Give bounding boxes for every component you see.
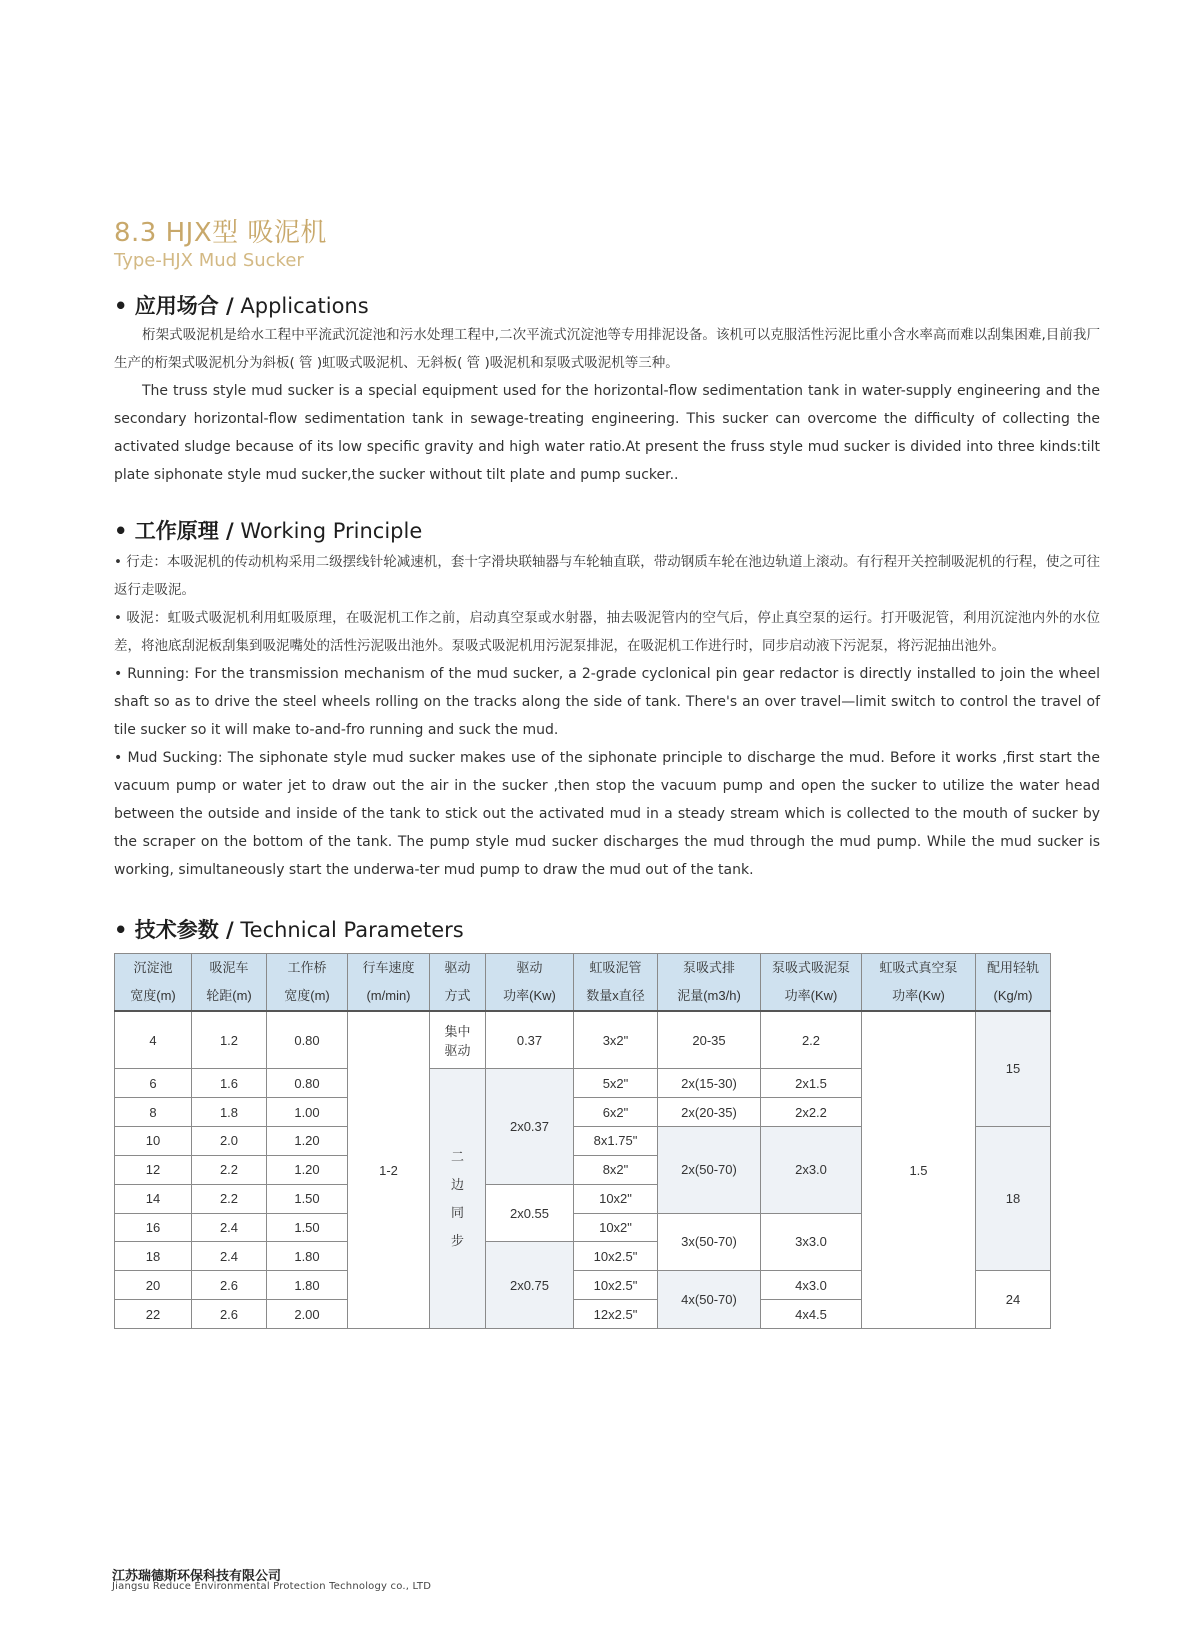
header-vacuum-power: 虹吸式真空泵 功率(Kw)	[862, 954, 976, 1012]
cell-siphon: 5x2"	[574, 1069, 658, 1098]
cell-bridge-width: 1.80	[267, 1242, 348, 1271]
footer-company-cn: 江苏瑞德斯环保科技有限公司	[112, 1569, 282, 1584]
cell-drive-sync: 二 边 同 步	[430, 1069, 486, 1329]
technical-heading	[114, 914, 464, 944]
cell-pump-flow: 3x(50-70)	[658, 1213, 761, 1271]
cell-wheelbase: 1.8	[192, 1098, 267, 1127]
cell-siphon: 8x2"	[574, 1155, 658, 1184]
cell-bridge-width: 0.80	[267, 1011, 348, 1069]
cell-wheelbase: 1.6	[192, 1069, 267, 1098]
cell-tank-width: 16	[115, 1213, 192, 1242]
cell-wheelbase: 2.0	[192, 1126, 267, 1155]
footer-company-en: Jiangsu Reduce Environmental Protection Technology co., LTD	[112, 1581, 432, 1592]
working-heading-cn: • 工作原理 /	[114, 519, 234, 543]
cell-tank-width: 14	[115, 1184, 192, 1213]
cell-pump-flow: 2x(15-30)	[658, 1069, 761, 1098]
cell-pump-flow: 2x(20-35)	[658, 1098, 761, 1127]
cell-siphon: 8x1.75"	[574, 1126, 658, 1155]
header-rail: 配用轻轨 (Kg/m)	[976, 954, 1051, 1012]
applications-heading-en: Applications	[233, 294, 369, 318]
sucking-paragraph-en: • Mud Sucking: The siphonate style mud sucker makes use of the siphonate principle to discharge the mud. Before it works ,first start the vacuum pump or water jet to draw out the air in the sucker ,then stop the vacuum pump and open the sucker to utilize the water head between the outside and inside of the tank to stick out the activated mud in a steady stream which is collected to the mouth of sucker by the scraper on the bottom of the tank. The pump style mud sucker discharges the mud through the mud pump. While the mud sucker is working, simultaneously start the underwa-ter mud pump to draw the mud out of the tank.	[114, 750, 1100, 878]
cell-power: 2x0.37	[486, 1069, 574, 1184]
header-pump-flow: 泵吸式排 泥量(m3/h)	[658, 954, 761, 1012]
cell-power: 2x0.55	[486, 1184, 574, 1242]
cell-drive-central: 集中 驱动	[430, 1011, 486, 1069]
cell-power: 0.37	[486, 1011, 574, 1069]
cell-pump-power: 2.2	[761, 1011, 862, 1069]
header-drive-power: 驱动 功率(Kw)	[486, 954, 574, 1012]
table-header-row	[115, 954, 1051, 1012]
cell-siphon: 10x2"	[574, 1213, 658, 1242]
running-paragraph-cn: • 行走：本吸泥机的传动机构采用二级摆线针轮减速机，套十字滑块联轴器与车轮轴直联，带动钢质车轮在池边轨道上滚动。有行程开关控制吸泥机的行程，使之可往返行走吸泥。	[114, 554, 1100, 598]
cell-siphon: 10x2.5"	[574, 1271, 658, 1300]
running-paragraph-en: • Running: For the transmission mechanism of the mud sucker, a 2-grade cyclonical pin gear redactor is directly installed to join the wheel shaft so as to drive the steel wheels rolling on the tracks along the side of tank. There's an over travel—limit switch to control the travel of tile sucker so it will make to-and-fro running and suck the mud.	[114, 666, 1100, 738]
cell-pump-flow: 20-35	[658, 1011, 761, 1069]
section-title: 8.3 HJX型 吸泥机	[114, 218, 327, 248]
cell-siphon: 3x2"	[574, 1011, 658, 1069]
cell-pump-flow: 4x(50-70)	[658, 1271, 761, 1329]
cell-wheelbase: 2.6	[192, 1271, 267, 1300]
cell-pump-flow: 2x(50-70)	[658, 1126, 761, 1213]
cell-bridge-width: 0.80	[267, 1069, 348, 1098]
applications-heading	[114, 290, 369, 320]
cell-bridge-width: 1.50	[267, 1184, 348, 1213]
cell-wheelbase: 1.2	[192, 1011, 267, 1069]
header-pump-power: 泵吸式吸泥泵 功率(Kw)	[761, 954, 862, 1012]
cell-tank-width: 10	[115, 1126, 192, 1155]
header-bridge-width: 工作桥 宽度(m)	[267, 954, 348, 1012]
technical-heading-cn: • 技术参数 /	[114, 918, 234, 942]
cell-pump-power: 2x1.5	[761, 1069, 862, 1098]
cell-tank-width: 8	[115, 1098, 192, 1127]
header-speed: 行车速度 (m/min)	[348, 954, 430, 1012]
cell-bridge-width: 1.50	[267, 1213, 348, 1242]
cell-bridge-width: 2.00	[267, 1300, 348, 1329]
cell-siphon: 10x2"	[574, 1184, 658, 1213]
cell-wheelbase: 2.6	[192, 1300, 267, 1329]
cell-siphon: 10x2.5"	[574, 1242, 658, 1271]
applications-text-cn: 桁架式吸泥机是给水工程中平流武沉淀池和污水处理工程中,二次平流式沉淀池等专用排泥设备。该机可以克服活性污泥比重小含水率高而难以刮集困难,目前我厂生产的桁架式吸泥机分为斜板( 管 )虹吸式吸泥机、无斜板( 管 )吸泥机和泵吸式吸泥机等三种。	[114, 327, 1100, 371]
applications-paragraph-en	[114, 377, 1100, 489]
section-subtitle: Type-HJX Mud Sucker	[114, 250, 304, 271]
cell-rail: 15	[976, 1011, 1051, 1126]
cell-tank-width: 4	[115, 1011, 192, 1069]
cell-bridge-width: 1.80	[267, 1271, 348, 1300]
cell-wheelbase: 2.2	[192, 1155, 267, 1184]
cell-vacuum: 1.5	[862, 1011, 976, 1329]
applications-heading-cn: • 应用场合 /	[114, 294, 234, 318]
applications-paragraph-cn	[114, 321, 1100, 377]
cell-pump-power: 2x2.2	[761, 1098, 862, 1127]
parameters-table	[114, 953, 1051, 1329]
cell-wheelbase: 2.2	[192, 1184, 267, 1213]
working-heading-en: Working Principle	[233, 519, 423, 543]
cell-pump-power: 4x4.5	[761, 1300, 862, 1329]
header-wheelbase: 吸泥车 轮距(m)	[192, 954, 267, 1012]
cell-bridge-width: 1.20	[267, 1155, 348, 1184]
cell-rail: 18	[976, 1126, 1051, 1270]
header-siphon-pipes: 虹吸泥管 数量x直径	[574, 954, 658, 1012]
working-heading	[114, 515, 422, 545]
cell-bridge-width: 1.20	[267, 1126, 348, 1155]
table-row	[115, 1011, 1051, 1069]
cell-pump-power: 2x3.0	[761, 1126, 862, 1213]
cell-pump-power: 3x3.0	[761, 1213, 862, 1271]
sucking-paragraph-cn: • 吸泥：虹吸式吸泥机利用虹吸原理，在吸泥机工作之前，启动真空泵或水射器，抽去吸泥管内的空气后，停止真空泵的运行。打开吸泥管，利用沉淀池内外的水位差，将池底刮泥板刮集到吸泥嘴处的活性污泥吸出池外。泵吸式吸泥机用污泥泵排泥，在吸泥机工作进行时，同步启动液下污泥泵，将污泥抽出池外。	[114, 610, 1100, 654]
cell-siphon: 12x2.5"	[574, 1300, 658, 1329]
header-tank-width: 沉淀池 宽度(m)	[115, 954, 192, 1012]
cell-rail: 24	[976, 1271, 1051, 1329]
applications-text-en: The truss style mud sucker is a special equipment used for the horizontal-flow sedimentation tank in water-supply engineering and the secondary horizontal-flow sedimentation tank in sewage-treating engineering. This sucker can overcome the difficulty of collecting the activated sludge because of its low specific gravity and high water ratio.At present the fruss style mud sucker is divided into three kinds:tilt plate siphonate style mud sucker,the sucker without tilt plate and pump sucker..	[114, 383, 1100, 483]
cell-tank-width: 18	[115, 1242, 192, 1271]
cell-speed: 1-2	[348, 1011, 430, 1329]
cell-tank-width: 22	[115, 1300, 192, 1329]
technical-heading-en: Technical Parameters	[233, 918, 464, 942]
cell-siphon: 6x2"	[574, 1098, 658, 1127]
cell-pump-power: 4x3.0	[761, 1271, 862, 1300]
cell-wheelbase: 2.4	[192, 1213, 267, 1242]
cell-tank-width: 6	[115, 1069, 192, 1098]
cell-tank-width: 12	[115, 1155, 192, 1184]
cell-wheelbase: 2.4	[192, 1242, 267, 1271]
cell-bridge-width: 1.00	[267, 1098, 348, 1127]
cell-tank-width: 20	[115, 1271, 192, 1300]
header-drive-mode: 驱动 方式	[430, 954, 486, 1012]
cell-power: 2x0.75	[486, 1242, 574, 1329]
